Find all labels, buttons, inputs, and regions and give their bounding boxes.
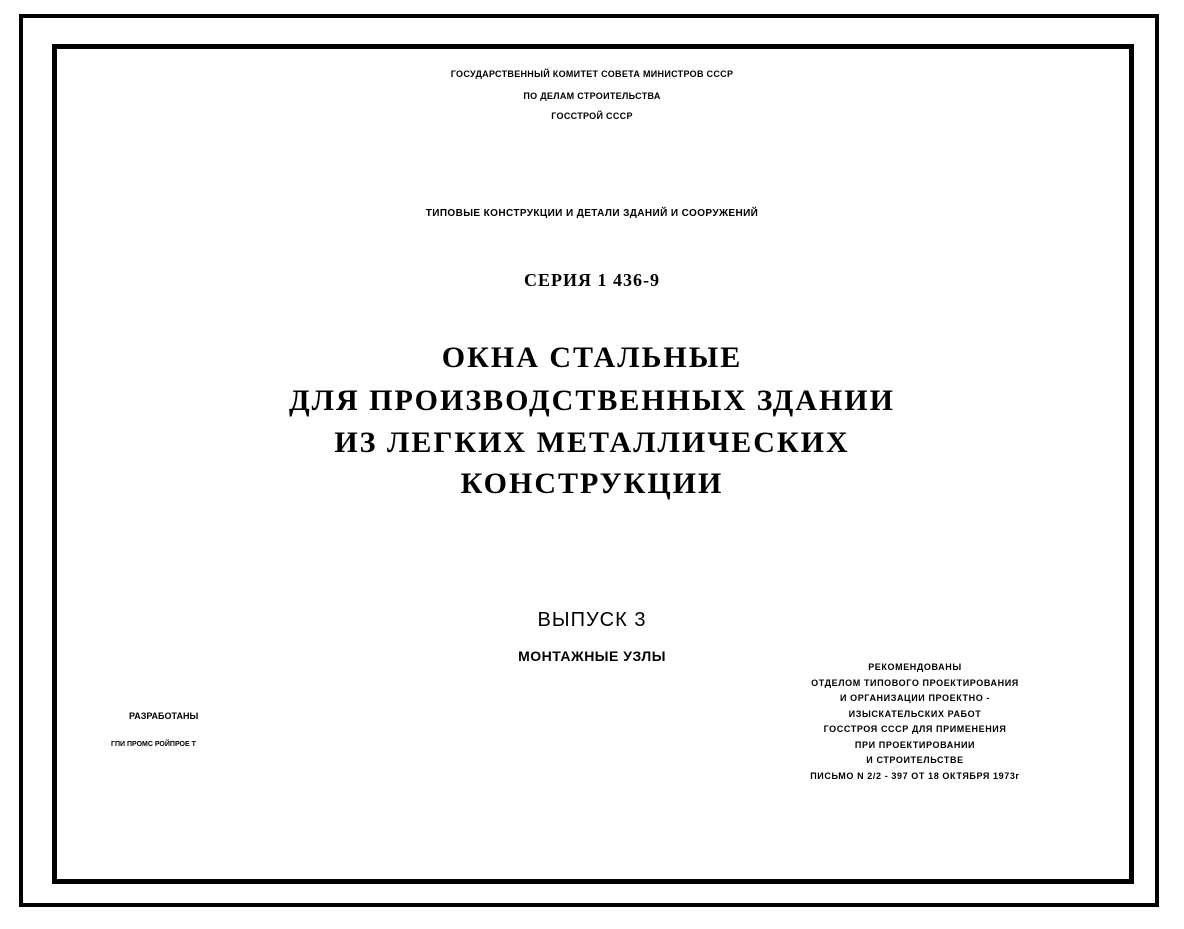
title-line-2: ДЛЯ ПРОИЗВОДСТВЕННЫХ ЗДАНИИ: [289, 384, 895, 417]
recommended-block: [770, 660, 1060, 784]
recommended-line: ГОССТРОЯ СССР ДЛЯ ПРИМЕНЕНИЯ: [823, 724, 1007, 734]
title-line-3: ИЗ ЛЕГКИХ МЕТАЛЛИЧЕСКИХ: [334, 426, 850, 459]
title-line-1: ОКНА СТАЛЬНЫЕ: [441, 341, 743, 374]
developed-label: РАЗРАБОТАНЫ: [129, 711, 199, 721]
org-line-1: ГОСУДАРСТВЕННЫЙ КОМИТЕТ СОВЕТА МИНИСТРОВ СССР: [450, 69, 734, 79]
title-line-4: КОНСТРУКЦИИ: [460, 467, 724, 500]
recommended-line: ПРИ ПРОЕКТИРОВАНИИ: [854, 739, 976, 750]
recommended-line: ИЗЫСКАТЕЛЬСКИХ РАБОТ: [848, 708, 982, 719]
recommended-line: РЕКОМЕНДОВАНЫ: [868, 662, 962, 672]
recommended-line: И ОРГАНИЗАЦИИ ПРОЕКТНО -: [839, 693, 991, 703]
issue-label: ВЫПУСК 3: [537, 609, 647, 631]
org-line-2: ПО ДЕЛАМ СТРОИТЕЛЬСТВА: [523, 91, 661, 101]
series-number: СЕРИЯ 1 436-9: [524, 270, 660, 290]
issue-subtitle: МОНТАЖНЫЕ УЗЛЫ: [518, 648, 666, 664]
developed-org: ГПИ ПРОМС РОЙПРОЕ Т: [111, 741, 196, 748]
series-heading: ТИПОВЫЕ КОНСТРУКЦИИ И ДЕТАЛИ ЗДАНИЙ И СООРУЖЕНИЙ: [425, 208, 759, 219]
recommended-line: И СТРОИТЕЛЬСТВЕ: [866, 755, 964, 765]
recommended-line: ОТДЕЛОМ ТИПОВОГО ПРОЕКТИРОВАНИЯ: [811, 677, 1019, 688]
recommended-line: ПИСЬМО N 2/2 - 397 ОТ 18 ОКТЯБРЯ 1973г: [810, 770, 1020, 781]
org-line-3: ГОССТРОЙ СССР: [551, 111, 633, 121]
